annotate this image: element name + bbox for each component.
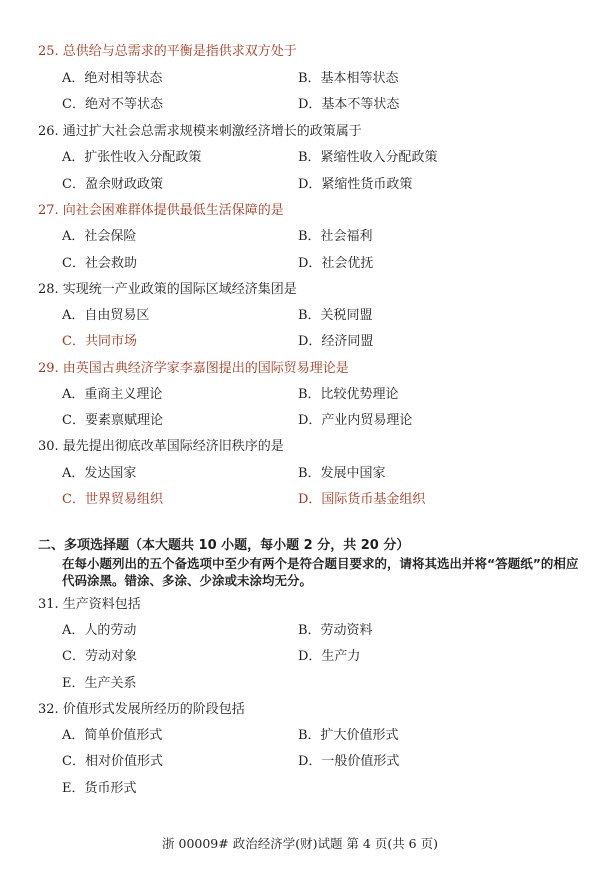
question-30-option-b: B．发展中国家	[298, 466, 386, 481]
question-32-option-e: E．货币形式	[62, 781, 137, 796]
question-29-stem: 29. 由英国古典经济学家李嘉图提出的国际贸易理论是	[38, 361, 349, 376]
question-31-option-a: A．人的劳动	[62, 623, 137, 638]
question-28-option-b: B．关税同盟	[298, 308, 373, 323]
question-28-option-a: A．自由贸易区	[62, 308, 150, 323]
question-32-option-a: A．简单价值形式	[62, 728, 163, 743]
question-27-option-c: C．社会救助	[62, 256, 137, 271]
question-32-option-d: D．一般价值形式	[298, 754, 400, 769]
question-31-option-d: D．生产力	[298, 649, 361, 664]
question-29-option-a: A．重商主义理论	[62, 387, 163, 402]
question-31-option-c: C．劳动对象	[62, 649, 137, 664]
question-26-option-c: C．盈余财政政策	[62, 177, 163, 192]
question-25-option-c: C．绝对不等状态	[62, 97, 163, 112]
question-29-option-d: D．产业内贸易理论	[298, 413, 413, 428]
question-25-stem: 25. 总供给与总需求的平衡是指供求双方处于	[38, 44, 297, 59]
question-25-option-d: D．基本不等状态	[298, 97, 400, 112]
question-26-option-a: A．扩张性收入分配政策	[62, 150, 202, 165]
question-27-option-b: B．社会福利	[298, 229, 373, 244]
question-27-stem: 27. 向社会困难群体提供最低生活保障的是	[38, 203, 284, 218]
question-31-option-b: B．劳动资料	[298, 623, 373, 638]
question-28-option-c: C．共同市场	[62, 334, 137, 349]
question-32-stem: 32. 价值形式发展所经历的阶段包括	[38, 702, 245, 717]
question-31-option-e: E．生产关系	[62, 676, 137, 691]
section-2-instructions: 在每小题列出的五个备选项中至少有两个是符合题目要求的，请将其选出并将“答题纸”的相应代码涂黑。错涂、多涂、少涂或未涂均无分。	[62, 556, 579, 588]
question-30-stem: 30. 最先提出彻底改革国际经济旧秩序的是	[38, 439, 284, 454]
question-26-option-b: B．紧缩性收入分配政策	[298, 150, 438, 165]
question-28-stem: 28. 实现统一产业政策的国际区域经济集团是	[38, 282, 297, 297]
question-26-option-d: D．紧缩性货币政策	[298, 177, 413, 192]
question-27-option-d: D．社会优抚	[298, 256, 374, 271]
question-28-option-d: D．经济同盟	[298, 334, 374, 349]
question-29-option-c: C．要素禀赋理论	[62, 413, 163, 428]
question-27-option-a: A．社会保险	[62, 229, 137, 244]
page-footer: 浙 00009# 政治经济学(财)试题 第 4 页(共 6 页)	[162, 836, 438, 851]
question-30-option-a: A．发达国家	[62, 466, 137, 481]
question-26-stem: 26. 通过扩大社会总需求规模来刺激经济增长的政策属于	[38, 124, 362, 139]
question-30-option-c: C．世界贸易组织	[62, 492, 163, 507]
question-31-stem: 31. 生产资料包括	[38, 597, 141, 612]
question-32-option-b: B．扩大价值形式	[298, 728, 399, 743]
question-30-option-d: D．国际货币基金组织	[298, 492, 426, 507]
question-32-option-c: C．相对价值形式	[62, 754, 163, 769]
section-2-heading: 二、多项选择题（本大题共 10 小题，每小题 2 分，共 20 分）	[38, 538, 410, 553]
question-25-option-b: B．基本相等状态	[298, 71, 399, 86]
question-29-option-b: B．比较优势理论	[298, 387, 399, 402]
question-25-option-a: A．绝对相等状态	[62, 71, 163, 86]
